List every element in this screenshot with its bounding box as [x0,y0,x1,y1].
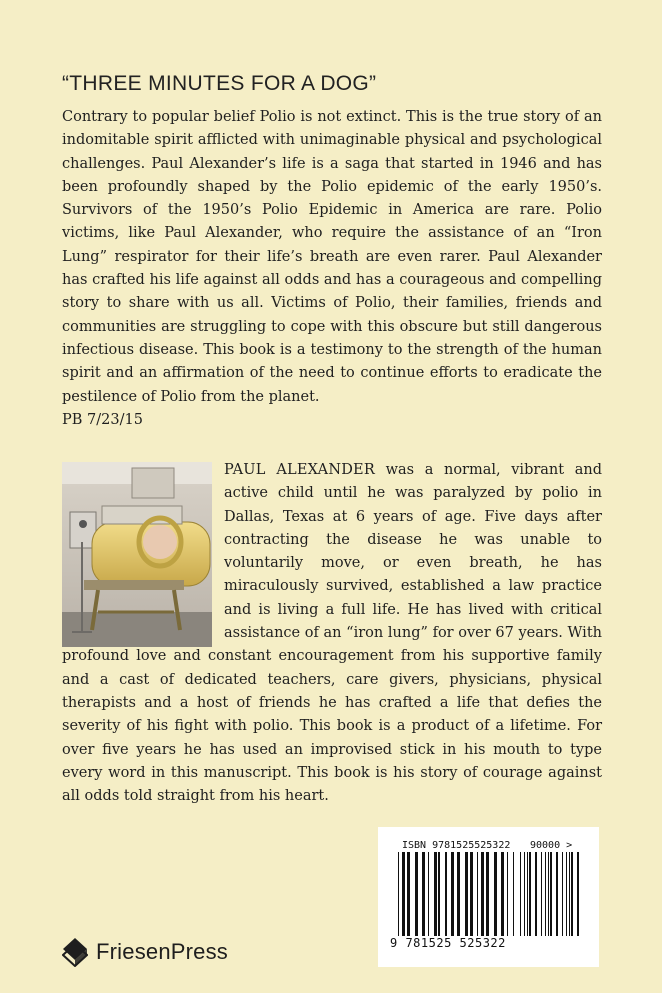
barcode-bar [541,852,542,936]
barcode-bar [428,852,429,936]
barcode-bar [520,852,521,936]
barcode-bar [524,852,525,936]
barcode-bar [577,852,579,936]
barcode-bar [402,852,405,936]
barcode-bar [451,852,454,936]
author-bio-text: was a normal, vibrant and active child until he was paralyzed by polio in Dallas, Texas at 6 years of age. Five days after contracting the disease he was unable to voluntarily move, or even breath, he has miraculously survived, established a law practice and is living a full life. He has lived with critical assistance of an “iron lung” for over 67 years. With profound love and constant encouragement from his supportive family and a cast of dedicated teachers, care givers, physicians, physical therapists and a host of friends he has crafted a life that defies the severity of his fight with polio. This book is a product of a lifetime. For over five years he has used an improvised stick in his mouth to type every word in this manuscript. This book is his story of courage against all odds told straight from his heart. [62,462,602,805]
barcode-bar [477,852,478,936]
barcode-bar [494,852,497,936]
barcode-bar [569,852,570,936]
barcode-bar [562,852,563,936]
book-blurb [62,106,602,432]
barcode-bar [415,852,418,936]
barcode-bar [527,852,528,936]
barcode-bar [486,852,489,936]
author-name: PAUL ALEXANDER [224,462,375,478]
barcode-bar [465,852,468,936]
barcode-bar [481,852,484,936]
barcode-bar [438,852,440,936]
back-cover-title: “THREE MINUTES FOR A DOG” [62,72,377,95]
barcode-bar [470,852,473,936]
diamond-logo-icon [62,937,88,967]
publisher-logo [62,936,228,968]
barcode-bar [535,852,537,936]
barcode-bar [545,852,546,936]
barcode-bar [548,852,549,936]
barcode-bar [398,852,399,936]
barcode-bar [571,852,573,936]
barcode-bar [556,852,558,936]
price-barcode [520,852,582,936]
isbn-label: ISBN 9781525525322 [402,840,511,851]
barcode-bar [513,852,514,936]
barcode-bar [434,852,437,936]
barcode-bar [529,852,531,936]
barcode-bar [407,852,410,936]
publisher-name: FriesenPress [96,939,228,964]
author-bio [62,459,602,808]
barcode-bar [457,852,460,936]
isbn-barcode [398,852,514,936]
barcode-bar [550,852,552,936]
barcode-bar [445,852,447,936]
barcode-bar [507,852,508,936]
price-code: 90000 > [530,840,573,851]
blurb-signature: PB 7/23/15 [62,411,143,428]
barcode-digits: 9 781525 525322 [390,936,506,950]
barcode-bar [566,852,567,936]
barcode-bar [501,852,504,936]
blurb-text: Contrary to popular belief Polio is not extinct. This is the true story of an indomitable spirit afflicted with unimaginable physical and psychological challenges. Paul Alexander’s life is a saga that started in 1946 and has been profoundly shaped by the Polio epidemic of the early 1950’s. Survivors of the 1950’s Polio Epidemic in America are rare. Polio victims, like Paul Alexander, who require the assistance of an “Iron Lung” respirator for their life’s breath are even rarer. Paul Alexander has crafted his life against all odds and has a courageous and compelling story to share with us all. Victims of Polio, their families, friends and communities are struggling to cope with this obscure but still dangerous infectious disease. This book is a testimony to the strength of the human spirit and an affirmation of the need to continue efforts to eradicate the pestilence of Polio from the planet. [62,109,602,405]
barcode-bar [422,852,425,936]
